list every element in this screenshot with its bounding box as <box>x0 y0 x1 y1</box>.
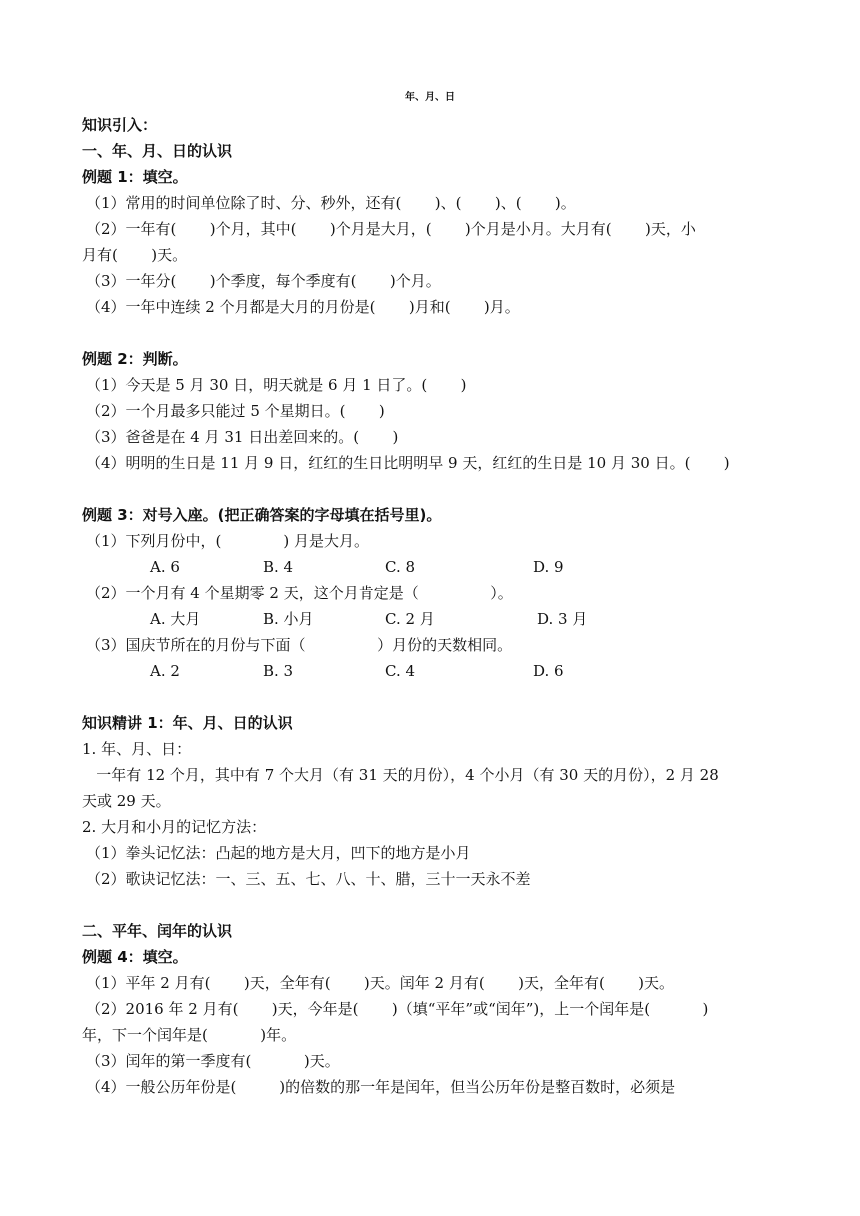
example3-q1-option-c: C. 8 <box>385 558 416 576</box>
knowledge1-point1-title: 1. 年、月、日： <box>82 740 192 758</box>
example4-question-2: （2）2016 年 2 月有( )天，今年是( )（填“平年”或“闰年”)，上一个闰年是( ) <box>86 1000 709 1018</box>
example3-q1-option-a: A. 6 <box>150 558 180 576</box>
example3-q3-option-d: D. 6 <box>533 662 564 680</box>
example1-question-2-cont: 月有( )天。 <box>82 246 188 264</box>
knowledge1-heading: 知识精讲 1：年、月、日的认识 <box>82 714 293 732</box>
example3-question-3: （3）国庆节所在的月份与下面（ ）月份的天数相同。 <box>86 636 513 654</box>
example4-question-3: （3）闰年的第一季度有( )天。 <box>86 1052 340 1070</box>
section2-heading: 二、平年、闰年的认识 <box>82 922 233 940</box>
example2-question-2: （2）一个月最多只能过 5 个星期日。( ) <box>86 402 385 420</box>
example3-q3-option-b: B. 3 <box>263 662 294 680</box>
example3-q2-option-b: B. 小月 <box>263 610 314 628</box>
example4-question-1: （1）平年 2 月有( )天，全年有( )天。闰年 2 月有( )天，全年有( )天。 <box>86 974 675 992</box>
example2-heading: 例题 2：判断。 <box>82 350 188 368</box>
example3-q2-option-d: D. 3 月 <box>537 610 588 628</box>
example3-q1-option-d: D. 9 <box>533 558 564 576</box>
intro-heading: 知识引入： <box>82 116 158 134</box>
example1-question-4: （4）一年中连续 2 个月都是大月的月份是( )月和( )月。 <box>86 298 520 316</box>
example4-heading: 例题 4：填空。 <box>82 948 188 966</box>
section1-heading: 一、年、月、日的认识 <box>82 142 233 160</box>
example1-question-2: （2）一年有( )个月，其中( )个月是大月，( )个月是小月。大月有( )天，小 <box>86 220 696 238</box>
example3-q1-option-b: B. 4 <box>263 558 294 576</box>
example2-question-1: （1）今天是 5 月 30 日，明天就是 6 月 1 日了。( ) <box>86 376 467 394</box>
example2-question-4: （4）明明的生日是 11 月 9 日，红红的生日比明明早 9 天，红红的生日是 10 月 30 日。( ) <box>86 454 730 472</box>
example2-question-3: （3）爸爸是在 4 月 31 日出差回来的。( ) <box>86 428 399 446</box>
example3-q2-option-a: A. 大月 <box>150 610 201 628</box>
example3-q3-option-a: A. 2 <box>150 662 180 680</box>
example3-q3-option-c: C. 4 <box>385 662 416 680</box>
example3-question-1: （1）下列月份中，( ) 月是大月。 <box>86 532 370 550</box>
knowledge1-point2-item2: （2）歌诀记忆法：一、三、五、七、八、十、腊，三十一天永不差 <box>86 870 531 888</box>
knowledge1-point2-item1: （1）拳头记忆法：凸起的地方是大月，凹下的地方是小月 <box>86 844 471 862</box>
knowledge1-point2-title: 2. 大月和小月的记忆方法： <box>82 818 267 836</box>
example3-heading: 例题 3：对号入座。(把正确答案的字母填在括号里)。 <box>82 506 442 524</box>
example3-question-2: （2）一个月有 4 个星期零 2 天，这个月肯定是（ ）。 <box>86 584 513 602</box>
knowledge1-point1-line2: 天或 29 天。 <box>82 792 171 810</box>
example1-question-3: （3）一年分( )个季度，每个季度有( )个月。 <box>86 272 441 290</box>
example1-question-1: （1）常用的时间单位除了时、分、秒外，还有( )、( )、( )。 <box>86 194 576 212</box>
example4-question-4: （4）一般公历年份是( )的倍数的那一年是闰年，但当公历年份是整百数时，必须是 <box>86 1078 676 1096</box>
page-title: 年、月、日 <box>405 92 455 103</box>
example1-heading: 例题 1：填空。 <box>82 168 188 186</box>
example4-question-2-cont: 年，下一个闰年是( )年。 <box>82 1026 297 1044</box>
knowledge1-point1-line1: 一年有 12 个月，其中有 7 个大月（有 31 天的月份），4 个小月（有 30 天的月份），2 月 28 <box>82 766 719 784</box>
example3-q2-option-c: C. 2 月 <box>385 610 435 628</box>
